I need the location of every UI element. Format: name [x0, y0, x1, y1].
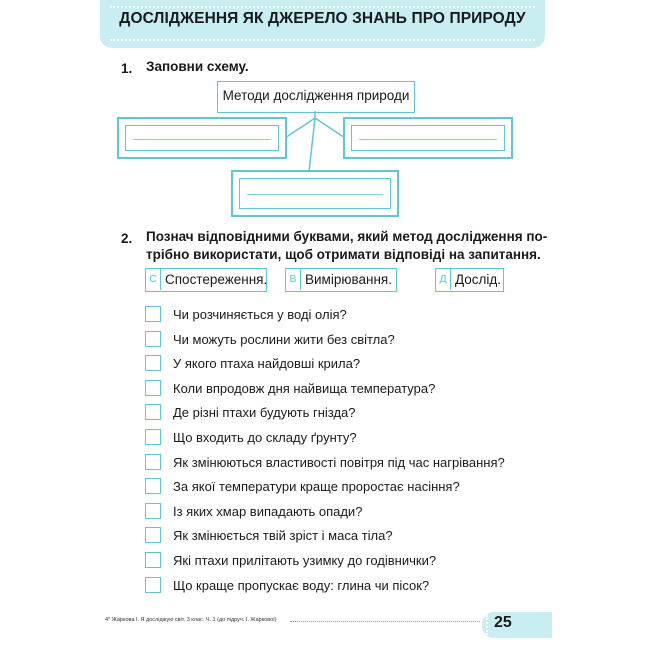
- answer-checkbox[interactable]: [145, 355, 161, 371]
- method-letter: В: [286, 269, 301, 290]
- scheme-answer-box-bottom[interactable]: [231, 170, 399, 217]
- method-chip-experiment: [435, 268, 504, 292]
- answer-checkbox[interactable]: [145, 429, 161, 445]
- answer-checkbox[interactable]: [145, 331, 161, 347]
- question-text: Із яких хмар випадають опади?: [173, 504, 363, 519]
- answer-checkbox[interactable]: [145, 552, 161, 568]
- page-title: ДОСЛІДЖЕННЯ ЯК ДЖЕРЕЛО ЗНАНЬ ПРО ПРИРОДУ: [119, 10, 526, 27]
- answer-checkbox[interactable]: [145, 577, 161, 593]
- answer-checkbox[interactable]: [145, 454, 161, 470]
- task2-number: 2.: [121, 231, 133, 246]
- question-text: Як змінюється твій зріст і маса тіла?: [173, 528, 393, 543]
- page-number-tab: [482, 612, 552, 638]
- question-text: Коли впродовж дня найвища температура?: [173, 381, 436, 396]
- page-number: 25: [494, 614, 512, 631]
- method-chip-measurement: [285, 268, 397, 292]
- answer-checkbox[interactable]: [145, 527, 161, 543]
- scheme-root-box: Методи дослідження природи: [217, 81, 415, 113]
- footer-divider: [290, 621, 480, 622]
- question-text: Що входить до складу ґрунту?: [173, 430, 357, 445]
- method-letter: Д: [436, 269, 451, 290]
- answer-checkbox[interactable]: [145, 404, 161, 420]
- answer-checkbox[interactable]: [145, 478, 161, 494]
- answer-checkbox[interactable]: [145, 503, 161, 519]
- question-text: Чи можуть рослини жити без світла?: [173, 332, 395, 347]
- task1-number: 1.: [121, 61, 133, 76]
- task1-text: Заповни схему.: [146, 59, 249, 74]
- question-text: У якого птаха найдовші крила?: [173, 356, 361, 371]
- answer-checkbox[interactable]: [145, 306, 161, 322]
- scheme-answer-box-left[interactable]: [117, 117, 287, 159]
- answer-checkbox[interactable]: [145, 380, 161, 396]
- task2-text-line2: трібно використати, щоб отримати відповіді на запитання.: [146, 247, 541, 262]
- task2-text-line1: Познач відповідними буквами, який метод дослідження по-: [146, 229, 548, 244]
- question-text: Що краще пропускає воду: глина чи пісок?: [173, 578, 430, 593]
- question-text: Які птахи прилітають узимку до годівнички?: [173, 553, 437, 568]
- question-text: Як змінюються властивості повітря під час нагрівання?: [173, 455, 505, 470]
- tab-dots: [486, 615, 488, 635]
- method-label: Спостереження.: [165, 272, 268, 287]
- footer-citation: 4* Жаркова І. Я досліджую світ. 3 клас. Ч. 1 (до підруч. І. Жаркової): [105, 617, 277, 623]
- question-text: Чи розчиняється у воді олія?: [173, 307, 347, 322]
- scheme-answer-box-right[interactable]: [343, 117, 513, 159]
- method-label: Вимірювання.: [305, 272, 392, 287]
- question-text: Де різні птахи будують гнізда?: [173, 405, 356, 420]
- method-label: Дослід.: [455, 272, 502, 287]
- question-text: За якої температури краще проростає насіння?: [173, 479, 460, 494]
- method-letter: С: [146, 269, 161, 290]
- method-chip-observation: [145, 268, 267, 292]
